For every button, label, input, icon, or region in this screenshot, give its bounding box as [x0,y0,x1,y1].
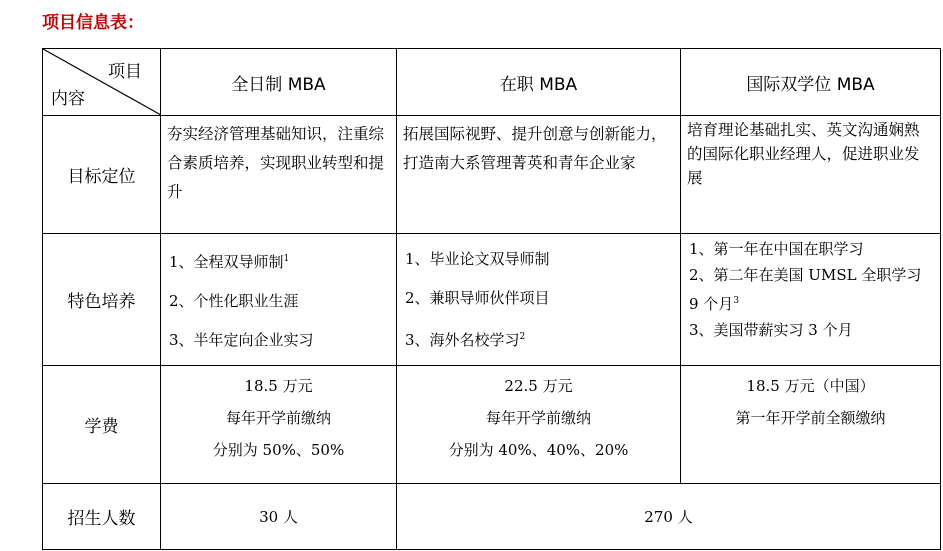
fee-amount: 18.5 万元（中国） [746,377,875,395]
fee-cell-parttime [397,366,681,484]
fee-amount: 22.5 万元 [504,377,573,395]
table-row [43,234,941,366]
fee-note: 每年开学前缴纳 [485,409,591,427]
corner-cell [43,49,161,116]
fee-cell-fulltime [161,366,397,484]
goal-cell-parttime [397,116,681,234]
goal-cell-fulltime [161,116,397,234]
table-row [43,116,941,234]
enroll-fulltime: 30 人 [161,484,397,550]
list-item: 2、第二年在美国 UMSL 全职学习 9 个月$^3$ [689,266,922,313]
goal-text: 夯实经济管理基础知识，注重综合素质培养，实现职业转型和提升 [167,125,385,201]
list-item: 3、海外名校学习$^2$ [405,331,526,349]
row-label-goal: 目标定位 [43,116,161,234]
table-row [43,484,941,550]
feature-cell-fulltime [161,234,397,366]
header-intl-dual-mba: 国际双学位 MBA [681,49,941,116]
corner-top-label: 项目 [108,62,142,82]
list-item: 1、全程双导师制$^1$ [169,253,290,271]
footnote-mark: 3 [733,296,740,306]
enroll-parttime-intl: 270 人 [397,484,941,550]
row-label-feature: 特色培养 [43,234,161,366]
footnote-mark: 2 [519,332,526,342]
header-parttime-mba: 在职 MBA [397,49,681,116]
table-row [43,366,941,484]
fee-cell-intl [681,366,941,484]
feature-cell-parttime [397,234,681,366]
header-fulltime-mba: 全日制 MBA [161,49,397,116]
list-item: 1、毕业论文双导师制 [405,250,550,268]
goal-cell-intl [681,116,941,234]
fee-note: 分别为 40%、40%、20% [448,441,629,459]
row-label-fee: 学费 [43,366,161,484]
corner-bottom-label: 内容 [51,89,85,109]
list-item: 2、个性化职业生涯 [169,292,299,310]
project-info-table [42,48,941,550]
goal-text: 拓展国际视野、提升创意与创新能力，打造南大系管理菁英和青年企业家 [403,125,667,172]
fee-amount: 18.5 万元 [244,377,313,395]
feature-cell-intl [681,234,941,366]
list-item: 3、半年定向企业实习 [169,331,314,349]
fee-note: 每年开学前缴纳 [225,409,331,427]
fee-note: 分别为 50%、50% [212,441,345,459]
fee-note: 第一年开学前全额缴纳 [735,409,886,427]
list-item: 1、第一年在中国在职学习 [689,240,864,258]
header-row [43,49,941,116]
list-item: 2、兼职导师伙伴项目 [405,289,550,307]
footnote-mark: 1 [283,254,290,264]
row-label-enroll: 招生人数 [43,484,161,550]
goal-text: 培育理论基础扎实、英文沟通娴熟的国际化职业经理人，促进职业发展 [687,121,920,187]
table-title: 项目信息表： [42,13,144,33]
list-item: 3、美国带薪实习 3 个月 [689,321,853,339]
